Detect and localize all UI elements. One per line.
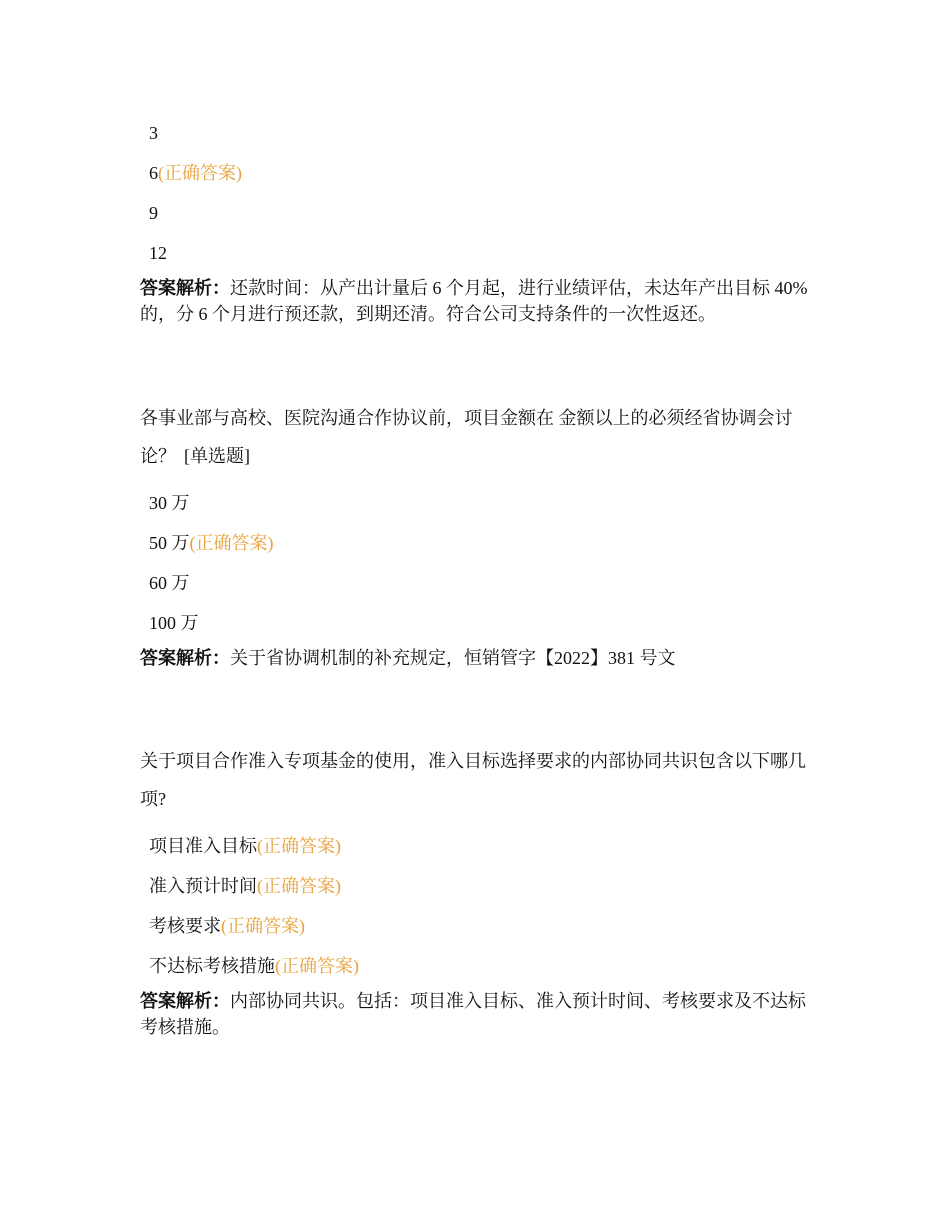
option-label: 6 (149, 163, 158, 183)
option-item (140, 193, 820, 233)
answer-analysis (140, 988, 820, 1040)
option-label: 9 (149, 203, 158, 223)
option-label: 考核要求 (149, 916, 221, 936)
option-label: 50 万 (149, 533, 190, 553)
option-label: 12 (149, 243, 167, 263)
correct-answer-marker: (正确答案) (158, 163, 242, 183)
option-item (140, 603, 820, 643)
option-item (140, 906, 820, 946)
question-1 (140, 113, 820, 327)
option-item (140, 113, 820, 153)
option-item (140, 523, 820, 563)
correct-answer-marker: (正确答案) (189, 533, 274, 553)
options-list (140, 113, 820, 273)
analysis-label: 答案解析： (140, 648, 230, 668)
analysis-text: 内部协同共识。包括：项目准入目标、准入预计时间、考核要求及不达标考核措施。 (140, 991, 806, 1037)
option-item (140, 563, 820, 603)
option-label: 不达标考核措施 (149, 956, 275, 976)
correct-answer-marker: (正确答案) (257, 876, 341, 896)
analysis-label: 答案解析： (140, 278, 230, 298)
option-item (140, 483, 820, 523)
question-stem: 关于项目合作准入专项基金的使用，准入目标选择要求的内部协同共识包含以下哪几项? (140, 751, 806, 809)
option-item (140, 153, 820, 193)
correct-answer-marker: (正确答案) (275, 956, 359, 976)
analysis-label: 答案解析： (140, 991, 230, 1011)
question-text (140, 742, 820, 818)
question-3 (140, 742, 820, 1040)
options-list (140, 483, 820, 643)
answer-analysis (140, 275, 820, 327)
option-item (140, 233, 820, 273)
option-label: 项目准入目标 (149, 836, 257, 856)
option-label: 60 万 (149, 573, 190, 593)
correct-answer-marker: (正确答案) (257, 836, 341, 856)
question-2 (140, 399, 820, 671)
option-label: 100 万 (149, 613, 199, 633)
option-item (140, 946, 820, 986)
option-item (140, 826, 820, 866)
option-item (140, 866, 820, 906)
question-text (140, 399, 820, 475)
option-label: 3 (149, 123, 158, 143)
answer-analysis (140, 645, 820, 671)
analysis-text: 还款时间：从产出计量后 6 个月起，进行业绩评估，未达年产出目标 40%的，分 6 个月进行预还款，到期还清。符合公司支持条件的一次性返还。 (140, 278, 808, 324)
options-list (140, 826, 820, 986)
question-stem: 各事业部与高校、医院沟通合作协议前，项目金额在 金额以上的必须经省协调会讨论？ (140, 408, 793, 466)
correct-answer-marker: (正确答案) (221, 916, 305, 936)
analysis-text: 关于省协调机制的补充规定，恒销管字【2022】381 号文 (230, 648, 676, 668)
question-type: [单选题] (184, 446, 250, 466)
option-label: 30 万 (149, 493, 190, 513)
option-label: 准入预计时间 (149, 876, 257, 896)
